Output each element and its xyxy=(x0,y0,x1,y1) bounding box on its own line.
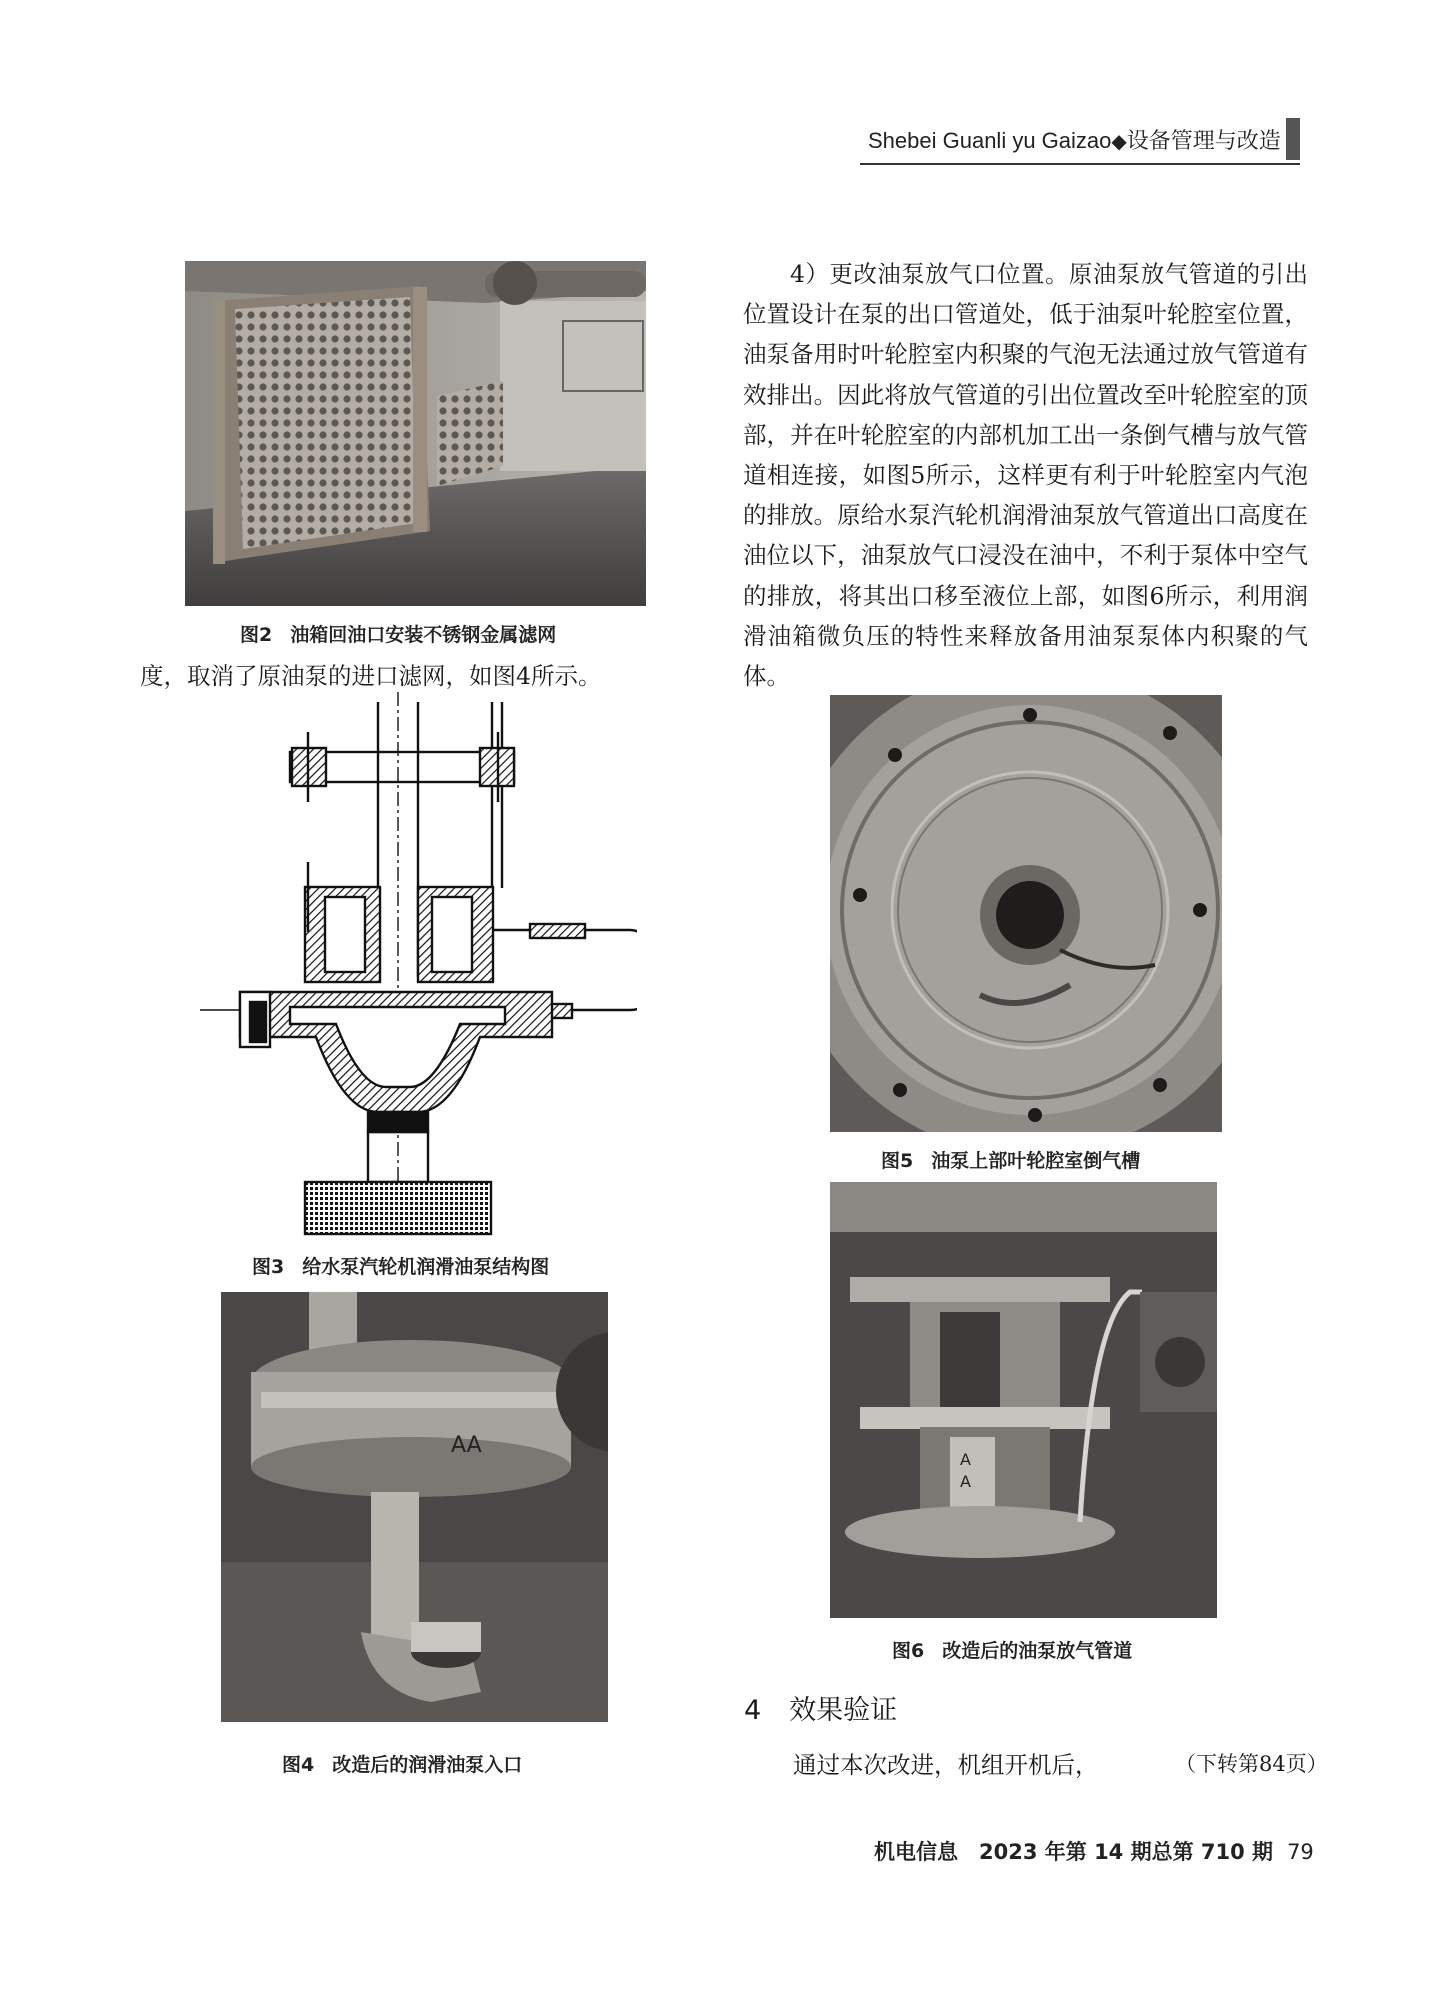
header-bar xyxy=(1286,118,1300,160)
header-diamond: ◆ xyxy=(1111,131,1127,153)
figure-4-marking: AA xyxy=(451,1433,482,1458)
figure-6-label: 图6 xyxy=(892,1640,925,1662)
running-header xyxy=(868,124,1281,155)
figure-3-label: 图3 xyxy=(252,1256,285,1278)
header-pinyin: Shebei Guanli yu Gaizao xyxy=(868,128,1112,153)
right-paragraph: 4）更改油泵放气口位置。原油泵放气管道的引出位置设计在泵的出口管道处，低于油泵叶轮腔室位置，油泵备用时叶轮腔室内积聚的气泡无法通过放气管道有效排出。因此将放气管道的引出位置改至叶轮腔室的顶部，并在叶轮腔室的内部机加工出一条倒气槽与放气管道相连接，如图5所示，这样更有利于叶轮腔室内气泡的排放。原给水泵汽轮机润滑油泵放气管道出口高度在油位以下，油泵放气口浸没在油中，不利于泵体中空气的排放，将其出口移至液位上部，如图6所示，利用润滑油箱微负压的特性来释放备用油泵泵体内积聚的气体。 xyxy=(743,260,1308,691)
figure-6-marking-top: A xyxy=(960,1450,971,1469)
figure-2-photo xyxy=(185,261,646,606)
left-paragraph: 度，取消了原油泵的进口滤网，如图4所示。 xyxy=(140,662,602,690)
figure-5-caption-text: 油泵上部叶轮腔室倒气槽 xyxy=(931,1150,1141,1172)
figure-2-caption xyxy=(240,620,574,647)
figure-4-photo xyxy=(221,1292,608,1722)
figure-3-caption xyxy=(252,1252,567,1279)
figure-5-caption xyxy=(881,1146,1158,1173)
figure-5-photo xyxy=(830,695,1222,1132)
page-footer xyxy=(874,1836,1314,1866)
section-first-line: 通过本次改进，机组开机后， xyxy=(793,1751,1099,1779)
figure-6-photo xyxy=(830,1182,1217,1618)
section-heading xyxy=(744,1688,897,1727)
figure-4-caption xyxy=(282,1750,540,1777)
figure-6-caption-text: 改造后的油泵放气管道 xyxy=(942,1640,1133,1662)
header-title: 设备管理与改造 xyxy=(1126,128,1281,153)
figure-4-caption-text: 改造后的润滑油泵入口 xyxy=(332,1754,523,1776)
journal-issue: 机电信息 2023 年第 14 期总第 710 期 xyxy=(874,1840,1274,1864)
figure-5-label: 图5 xyxy=(881,1150,914,1172)
page-number: 79 xyxy=(1287,1840,1314,1864)
continued-note: （下转第84页） xyxy=(1175,1752,1328,1776)
figure-2-label: 图2 xyxy=(240,624,273,646)
header-rule xyxy=(860,163,1300,165)
figure-6-marking-bottom: A xyxy=(960,1472,971,1491)
section-number: 4 xyxy=(744,1695,762,1726)
figure-3-caption-text: 给水泵汽轮机润滑油泵结构图 xyxy=(302,1256,550,1278)
figure-2-caption-text: 油箱回油口安装不锈钢金属滤网 xyxy=(290,624,557,646)
section-title: 效果验证 xyxy=(789,1695,898,1726)
figure-6-caption xyxy=(892,1636,1150,1663)
figure-4-label: 图4 xyxy=(282,1754,315,1776)
figure-3-drawing xyxy=(200,692,637,1244)
